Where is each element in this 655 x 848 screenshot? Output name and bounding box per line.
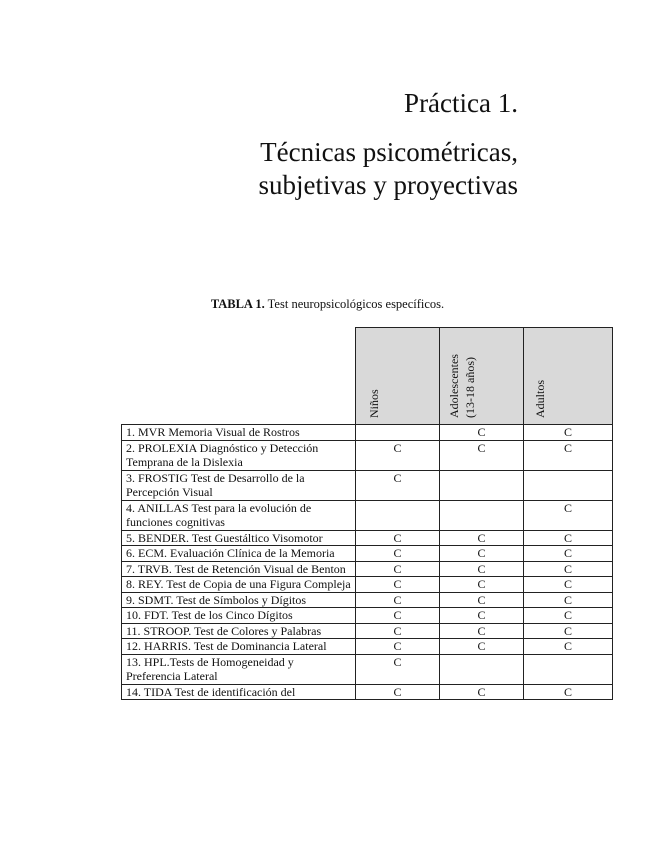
ninos-cell: C: [356, 577, 440, 593]
ninos-cell: C: [356, 623, 440, 639]
adultos-cell: [524, 654, 613, 684]
adolescentes-cell: C: [440, 546, 524, 562]
test-name-cell: 12. HARRIS. Test de Dominancia Lateral: [122, 639, 356, 655]
test-name-cell: 11. STROOP. Test de Colores y Palabras: [122, 623, 356, 639]
adultos-cell: C: [524, 639, 613, 655]
adolescentes-cell: C: [440, 425, 524, 441]
adolescentes-cell: [440, 470, 524, 500]
caption-text: Test neuropsicológicos específicos.: [264, 297, 445, 311]
adultos-cell: C: [524, 530, 613, 546]
ninos-cell: C: [356, 561, 440, 577]
adolescentes-cell: [440, 500, 524, 530]
test-name-cell: 10. FDT. Test de los Cinco Dígitos: [122, 608, 356, 624]
ninos-cell: [356, 425, 440, 441]
table-row: [122, 500, 613, 530]
column-header-ninos: [356, 328, 440, 425]
table-row: [122, 561, 613, 577]
table-row: [122, 440, 613, 470]
table-row: [122, 608, 613, 624]
adolescentes-cell: C: [440, 440, 524, 470]
ninos-cell: C: [356, 592, 440, 608]
adolescentes-cell: C: [440, 684, 524, 700]
adolescentes-cell: C: [440, 608, 524, 624]
test-name-cell: 13. HPL.Tests de Homogeneidad y Preferencia Lateral: [122, 654, 356, 684]
neuropsych-test-table: [121, 327, 613, 700]
adolescentes-cell: C: [440, 592, 524, 608]
table-row: [122, 684, 613, 700]
adolescentes-cell: C: [440, 561, 524, 577]
test-name-cell: 1. MVR Memoria Visual de Rostros: [122, 425, 356, 441]
adultos-cell: C: [524, 592, 613, 608]
ninos-cell: C: [356, 470, 440, 500]
column-label-ninos: Niños: [367, 389, 381, 418]
adolescentes-cell: C: [440, 577, 524, 593]
ninos-cell: C: [356, 654, 440, 684]
ninos-cell: C: [356, 530, 440, 546]
practice-title: Práctica 1.: [404, 88, 518, 118]
adultos-cell: C: [524, 425, 613, 441]
ninos-cell: C: [356, 440, 440, 470]
test-name-cell: 4. ANILLAS Test para la evolución de funciones cognitivas: [122, 500, 356, 530]
header-blank-cell: [122, 328, 356, 425]
test-name-cell: 8. REY. Test de Copia de una Figura Compleja: [122, 577, 356, 593]
adultos-cell: C: [524, 500, 613, 530]
subtitle-line-2: subjetivas y proyectivas: [258, 170, 518, 200]
table-row: [122, 530, 613, 546]
test-name-cell: 9. SDMT. Test de Símbolos y Dígitos: [122, 592, 356, 608]
table-row: [122, 639, 613, 655]
test-name-cell: 6. ECM. Evaluación Clínica de la Memoria: [122, 546, 356, 562]
test-name-cell: 2. PROLEXIA Diagnóstico y Detección Temprana de la Dislexia: [122, 440, 356, 470]
test-name-cell: 7. TRVB. Test de Retención Visual de Benton: [122, 561, 356, 577]
ninos-cell: [356, 500, 440, 530]
page-subtitle: [259, 136, 518, 202]
ninos-cell: C: [356, 608, 440, 624]
ninos-cell: C: [356, 639, 440, 655]
ninos-cell: C: [356, 546, 440, 562]
column-header-adolescentes: [440, 328, 524, 425]
test-name-cell: 3. FROSTIG Test de Desarrollo de la Percepción Visual: [122, 470, 356, 500]
table-header-row: [122, 328, 613, 425]
adolescentes-cell: [440, 654, 524, 684]
adultos-cell: [524, 470, 613, 500]
adultos-cell: C: [524, 608, 613, 624]
table-row: [122, 654, 613, 684]
adolescentes-cell: C: [440, 623, 524, 639]
table-row: [122, 470, 613, 500]
table-row: [122, 577, 613, 593]
test-name-cell: 14. TIDA Test de identificación del: [122, 684, 356, 700]
adultos-cell: C: [524, 684, 613, 700]
test-name-cell: 5. BENDER. Test Guestáltico Visomotor: [122, 530, 356, 546]
adultos-cell: C: [524, 440, 613, 470]
table-row: [122, 623, 613, 639]
table-caption: [0, 296, 655, 312]
adultos-cell: C: [524, 577, 613, 593]
column-header-adultos: [524, 328, 613, 425]
adolescentes-cell: C: [440, 639, 524, 655]
adultos-cell: C: [524, 623, 613, 639]
adolescentes-cell: C: [440, 530, 524, 546]
column-label-adultos: Adultos: [533, 379, 547, 418]
column-label-age-range: (13-18 años): [463, 357, 477, 418]
table-row: [122, 592, 613, 608]
adultos-cell: C: [524, 546, 613, 562]
column-label-adolescentes: Adolescentes: [447, 354, 461, 418]
table-row: [122, 425, 613, 441]
ninos-cell: C: [356, 684, 440, 700]
caption-label: TABLA 1.: [210, 297, 265, 311]
subtitle-line-1: Técnicas psicométricas,: [260, 137, 518, 167]
table-row: [122, 546, 613, 562]
adultos-cell: C: [524, 561, 613, 577]
